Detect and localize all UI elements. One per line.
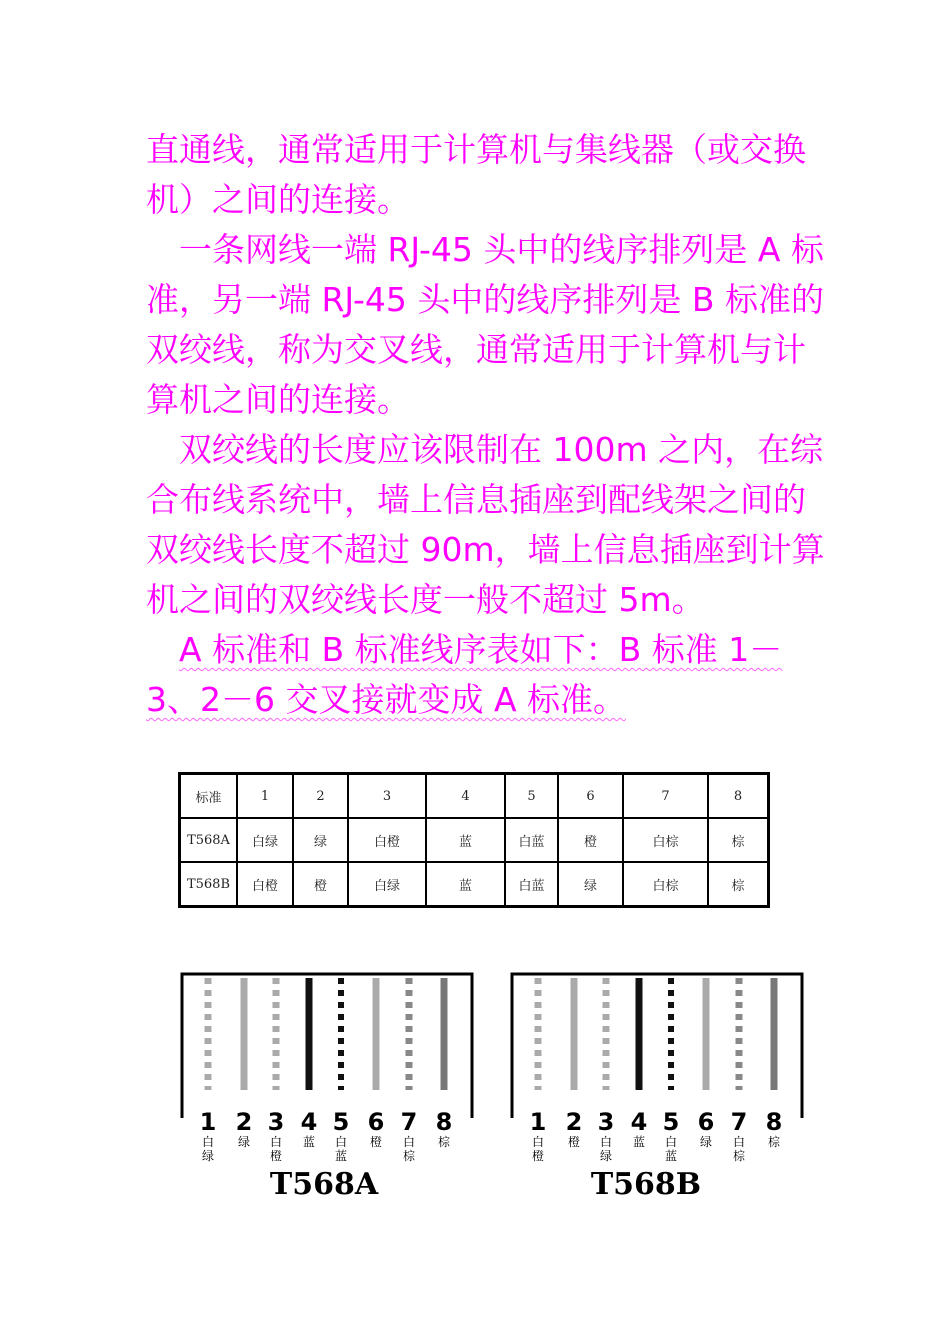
table-cell: 白蓝 (505, 818, 558, 862)
standard-label: T568A (269, 1167, 379, 1198)
table-cell: 蓝 (426, 818, 505, 862)
pin-number: 8 (765, 1108, 783, 1136)
pin-color-label: 橙 (269, 1149, 283, 1163)
table-cell: 5 (505, 774, 558, 819)
table-cell: 2 (293, 774, 348, 819)
table-cell: 棕 (708, 862, 769, 907)
pin-color-label: 橙 (369, 1135, 383, 1149)
pin-color-label: 绿 (237, 1135, 251, 1149)
pin-number: 2 (565, 1108, 583, 1136)
pin-number: 6 (367, 1108, 385, 1136)
pin-number: 3 (597, 1108, 615, 1136)
pin-color-label: 白 (334, 1135, 348, 1149)
pin-color-label: 棕 (402, 1149, 416, 1163)
table-cell: 白蓝 (505, 862, 558, 907)
pin-color-label: 棕 (437, 1135, 451, 1149)
table-cell: 1 (237, 774, 293, 819)
table-cell: 白棕 (623, 818, 708, 862)
table-row (180, 818, 769, 862)
pin-number: 4 (300, 1108, 318, 1136)
table-cell: 4 (426, 774, 505, 819)
body-text (146, 125, 826, 725)
pin-number: 4 (630, 1108, 648, 1136)
paragraph-cable-length: 双绞线的长度应该限制在 100m 之内，在综合布线系统中，墙上信息插座到配线架之间的双绞线长度不超过 90m，墙上信息插座到计算机之间的双绞线长度一般不超过 5m。 (146, 430, 825, 619)
pin-number: 6 (697, 1108, 715, 1136)
pin-color-label: 蓝 (664, 1149, 678, 1163)
table-cell: 8 (708, 774, 769, 819)
pin-number: 5 (332, 1108, 350, 1136)
pin-number: 1 (529, 1108, 547, 1136)
pin-color-label: 棕 (732, 1149, 746, 1163)
table-cell: 橙 (558, 818, 623, 862)
table-cell: 7 (623, 774, 708, 819)
table-cell: 白橙 (237, 862, 293, 907)
pin-color-label: 白 (201, 1135, 215, 1149)
pin-color-label: 蓝 (334, 1149, 348, 1163)
pin-color-label: 白 (599, 1135, 613, 1149)
t568b-diagram (506, 968, 806, 1198)
pin-number: 7 (730, 1108, 748, 1136)
table-cell: 棕 (708, 818, 769, 862)
table-cell: 白绿 (237, 818, 293, 862)
table-cell: 蓝 (426, 862, 505, 907)
table-cell: 绿 (293, 818, 348, 862)
pin-color-label: 白 (269, 1135, 283, 1149)
table-cell: 6 (558, 774, 623, 819)
pin-color-label: 绿 (699, 1135, 713, 1149)
paragraph-crossover-cable: 一条网线一端 RJ-45 头中的线序排列是 A 标准，另一端 RJ-45 头中的线序排列是 B 标准的双绞线，称为交叉线，通常适用于计算机与计算机之间的连接。 (146, 230, 824, 419)
pin-number: 5 (662, 1108, 680, 1136)
pin-color-label: 橙 (567, 1135, 581, 1149)
t568a-diagram (176, 968, 476, 1198)
pin-number: 7 (400, 1108, 418, 1136)
pin-color-label: 蓝 (302, 1135, 316, 1149)
pin-color-label: 橙 (531, 1149, 545, 1163)
paragraph-standard-intro: A 标准和 B 标准线序表如下：B 标准 1－3、2－6 交叉接就变成 A 标准。 (146, 630, 783, 719)
standard-label: T568B (590, 1167, 702, 1198)
table-row (180, 862, 769, 907)
pin-color-label: 绿 (201, 1149, 215, 1163)
pin-color-label: 白 (402, 1135, 416, 1149)
connector-svg (506, 968, 806, 1198)
wiring-standard-table (178, 772, 770, 908)
pin-color-label: 白 (531, 1135, 545, 1149)
table-cell: T568B (180, 862, 238, 907)
pin-number: 8 (435, 1108, 453, 1136)
table-header-row (180, 774, 769, 819)
table-cell: 白绿 (348, 862, 426, 907)
table-cell: T568A (180, 818, 238, 862)
pin-color-label: 绿 (599, 1149, 613, 1163)
paragraph-straight-cable: 直通线，通常适用于计算机与集线器（或交换机）之间的连接。 (146, 130, 806, 219)
table-cell: 绿 (558, 862, 623, 907)
table-cell: 白棕 (623, 862, 708, 907)
pin-color-label: 白 (732, 1135, 746, 1149)
table-cell: 橙 (293, 862, 348, 907)
connector-outline (512, 974, 802, 1118)
table-cell: 3 (348, 774, 426, 819)
pin-color-label: 蓝 (632, 1135, 646, 1149)
pin-color-label: 白 (664, 1135, 678, 1149)
connector-svg (176, 968, 476, 1198)
pin-color-label: 棕 (767, 1135, 781, 1149)
table-cell: 标准 (180, 774, 238, 819)
pin-number: 1 (199, 1108, 217, 1136)
connector-outline (182, 974, 472, 1118)
table-cell: 白橙 (348, 818, 426, 862)
pin-number: 3 (267, 1108, 285, 1136)
pin-number: 2 (235, 1108, 253, 1136)
